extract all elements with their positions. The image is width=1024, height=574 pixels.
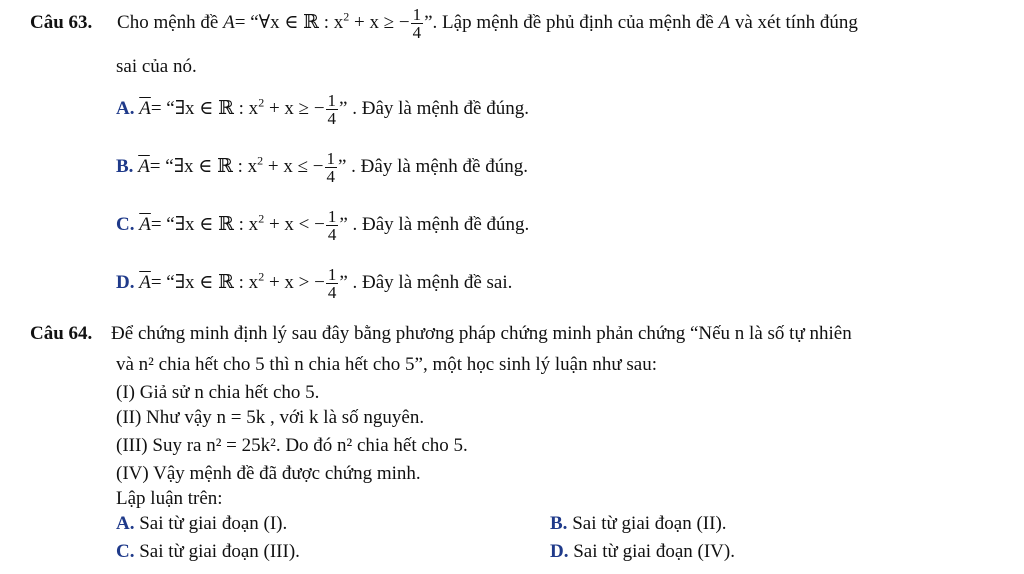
step-iii: (III) Suy ra n² = 25k². Do đó n² chia hết cho 5. (116, 435, 468, 456)
step-ii: (II) Như vậy n = 5k , với k là số nguyên. (116, 407, 425, 428)
answer-a[interactable]: A. Sai từ giai đoạn (I). (116, 513, 288, 534)
question-64-stem-line2: và n² chia hết cho 5 thì n chia hết cho 5”, một học sinh lý luận như sau: (116, 354, 658, 375)
option-c[interactable]: C. $\overline{A}=$ “∃x ∈ ℝ : $x^2 + x$ < − $\frac{1}{4}$ ” . Đây là mệnh đề đúng. (116, 207, 530, 244)
question-63-stem: Câu 63. Cho mệnh đề A= “∀x ∈ ℝ : $x^2 + x$ ≥ − $\frac{1}{4}$ ”. Lập mệnh đề phủ định của mệnh đề A và xét tính đúng (30, 5, 858, 42)
question-63-stem-line2: sai của nó. (116, 56, 197, 77)
answer-d[interactable]: D. Sai từ giai đoạn (IV). (550, 541, 735, 562)
fraction: $\frac{1}{4}$ (412, 5, 422, 42)
answer-b[interactable]: B. Sai từ giai đoạn (II). (550, 513, 727, 534)
question-64-prompt: Lập luận trên: (116, 488, 223, 509)
negation-symbol: $\overline{A}$ (139, 271, 151, 293)
negation-symbol: $\overline{A}$ (139, 97, 151, 119)
negation-symbol: $\overline{A}$ (139, 213, 151, 235)
option-b[interactable]: B. $\overline{A}=$ “∃x ∈ ℝ : $x^2 + x$ ≤ − $\frac{1}{4}$ ” . Đây là mệnh đề đúng. (116, 149, 528, 186)
question-64-label: Câu 64. (30, 323, 93, 344)
option-d[interactable]: D. $\overline{A}=$ “∃x ∈ ℝ : $x^2 + x$ > − $\frac{1}{4}$ ” . Đây là mệnh đề sai. (116, 265, 513, 302)
question-63-label: Câu 63. (30, 11, 93, 33)
question-64-stem: Câu 64. Để chứng minh định lý sau đây bằng phương pháp chứng minh phản chứng “Nếu n là số tự nhiên (30, 323, 852, 344)
answer-c[interactable]: C. Sai từ giai đoạn (III). (116, 541, 300, 562)
negation-symbol: $\overline{A}$ (138, 155, 150, 177)
option-a[interactable]: A. $\overline{A}=$ “∃x ∈ ℝ : $x^2 + x$ ≥ − $\frac{1}{4}$ ” . Đây là mệnh đề đúng. (116, 91, 529, 128)
step-i: (I) Giả sử n chia hết cho 5. (116, 382, 320, 403)
step-iv: (IV) Vậy mệnh đề đã được chứng minh. (116, 463, 421, 484)
